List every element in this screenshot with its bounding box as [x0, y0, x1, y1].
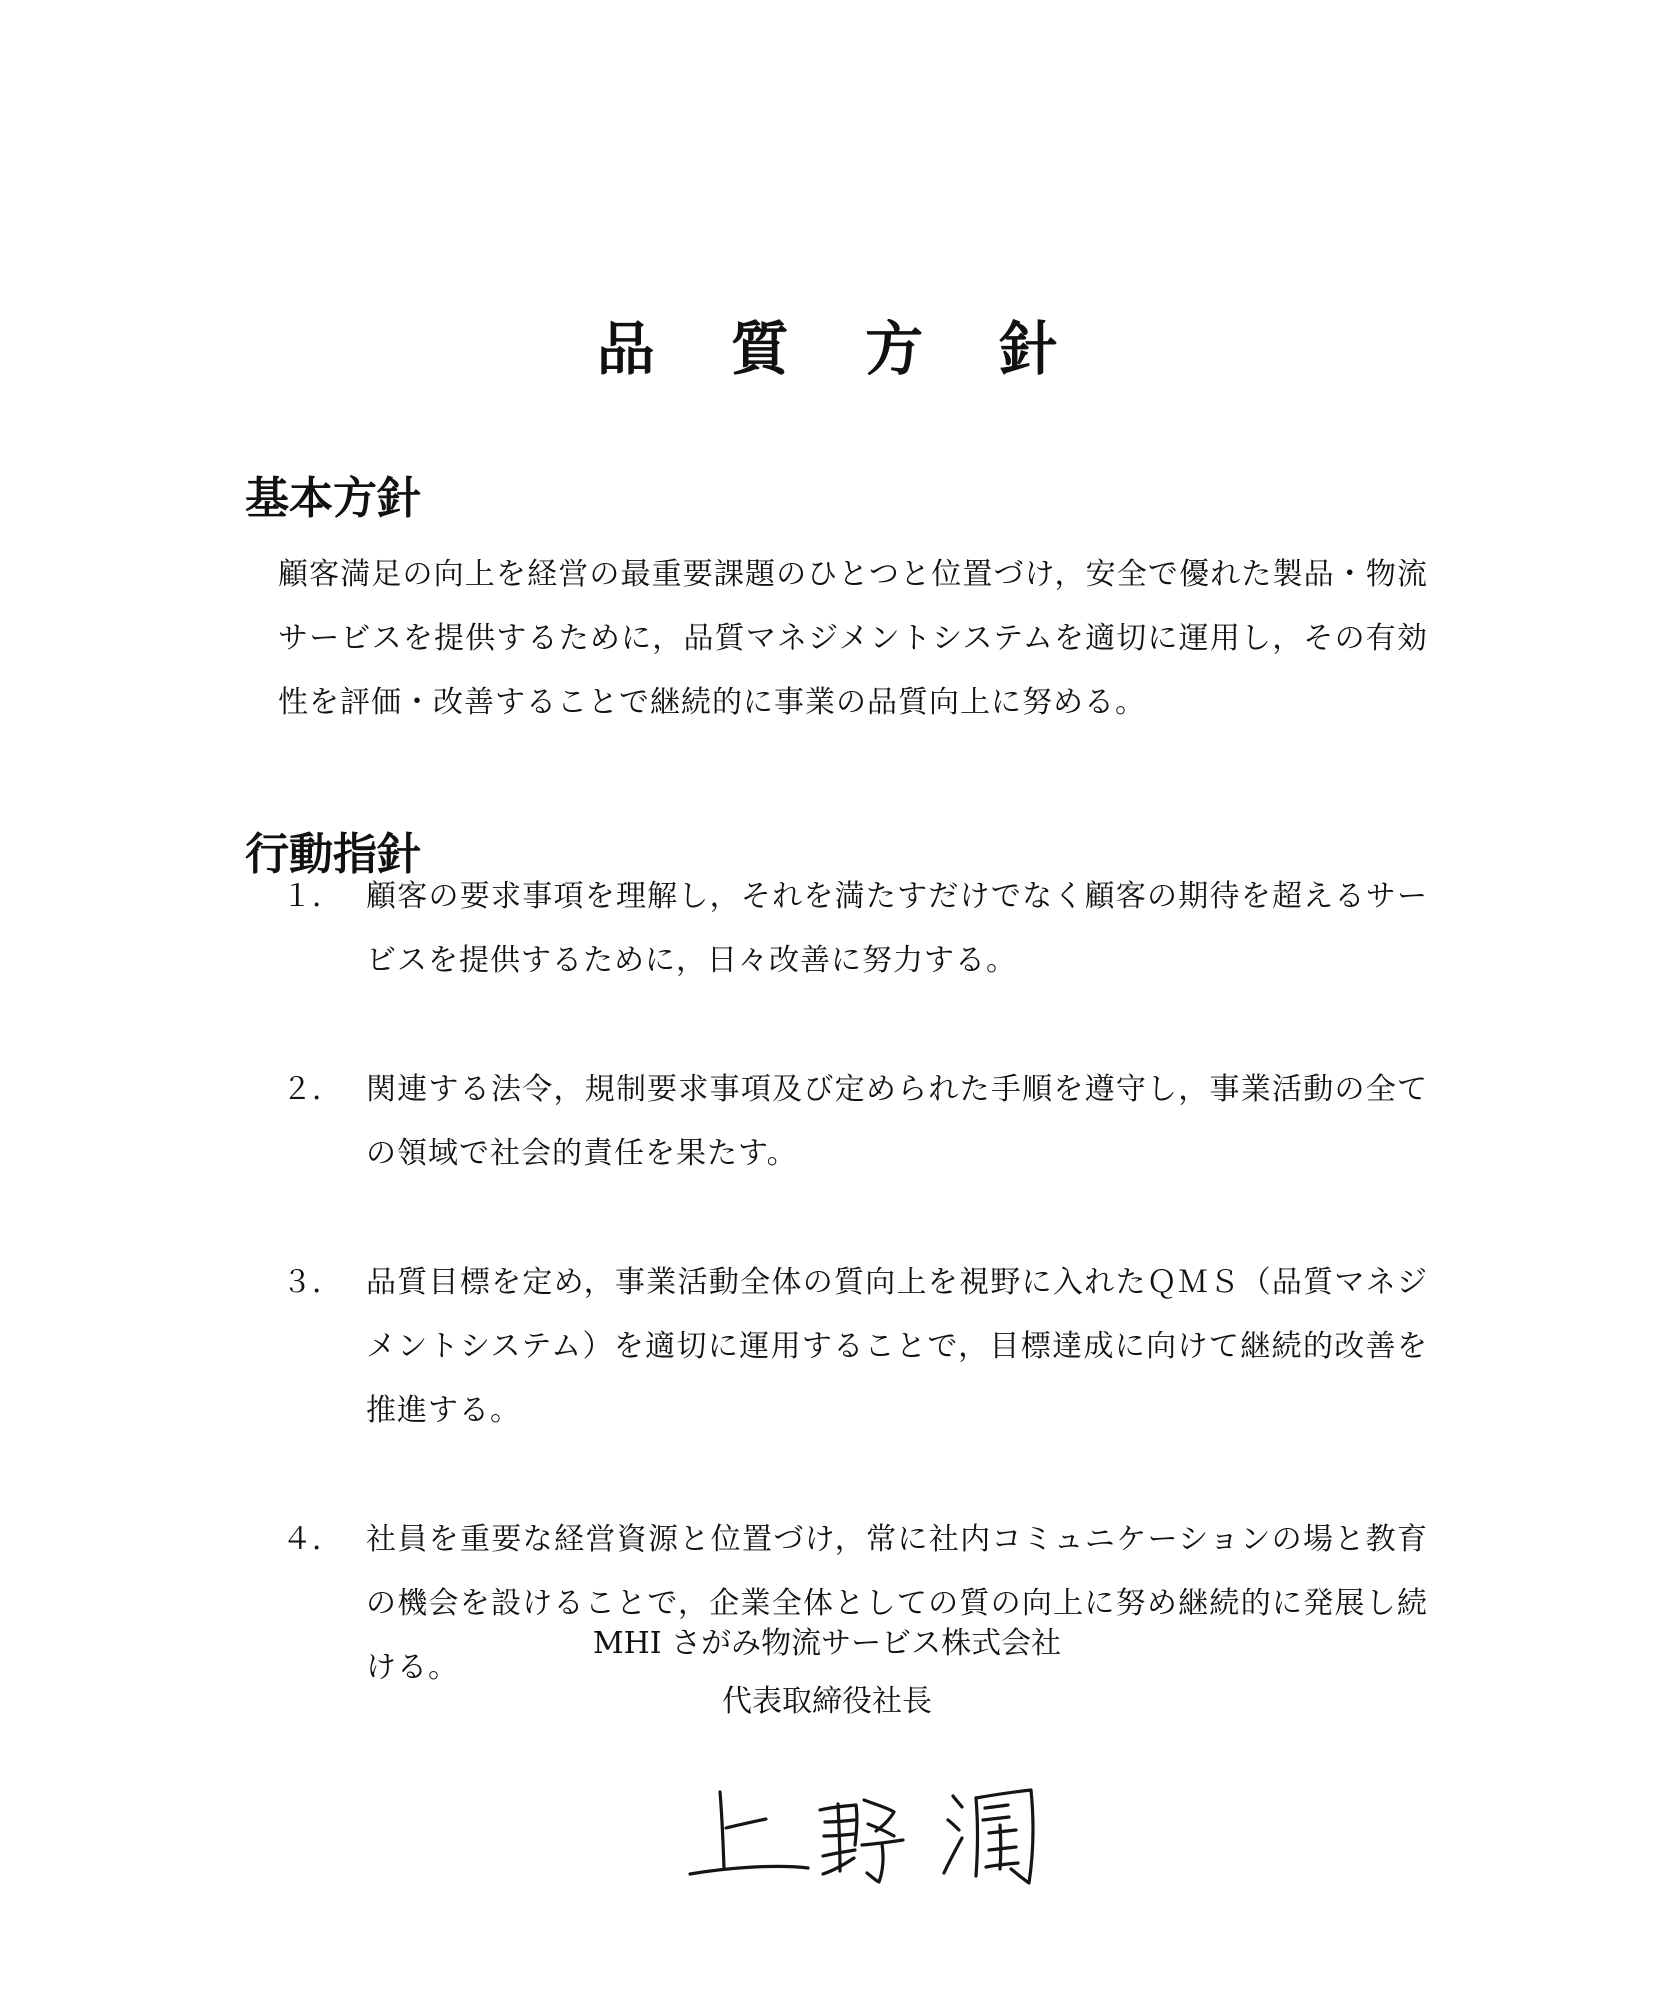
company-name: MHI さがみ物流サービス株式会社: [592, 1626, 1062, 1661]
policy-item-number: １．: [282, 879, 342, 914]
policy-item: [278, 1058, 1428, 1186]
policy-item-number: ３．: [282, 1265, 342, 1300]
policy-item-text: 社員を重要な経営資源と位置づけ，常に社内コミュニケーションの場と教育の機会を設けることで，企業全体としての質の向上に努め継続的に発展し続ける。: [366, 1522, 1428, 1685]
policy-item-number: ４．: [282, 1522, 342, 1557]
basic-policy-body: 顧客満足の向上を経営の最重要課題のひとつと位置づけ，安全で優れた製品・物流サービスを提供するために，品質マネジメントシステムを適切に運用し，その有効性を評価・改善することで継続的に事業の品質向上に努める。: [278, 557, 1428, 720]
policy-item: [278, 1251, 1428, 1443]
policy-item-text: 顧客の要求事項を理解し，それを満たすだけでなく顧客の期待を超えるサービスを提供するために，日々改善に努力する。: [366, 879, 1428, 978]
policy-item: [278, 865, 1428, 993]
page-title: 品 質 方 針: [596, 314, 1086, 383]
action-policy-heading: 行動指針: [245, 828, 421, 880]
policy-item-text: 関連する法令，規制要求事項及び定められた手順を遵守し，事業活動の全ての領域で社会的責任を果たす。: [366, 1072, 1428, 1171]
signatory-role: 代表取締役社長: [722, 1684, 932, 1719]
handwritten-signature: [680, 1770, 1080, 1890]
basic-policy-heading: 基本方針: [245, 472, 421, 524]
policy-item-text: 品質目標を定め，事業活動全体の質向上を視野に入れたＱＭＳ（品質マネジメントシステム）を適切に運用することで，目標達成に向けて継続的改善を推進する。: [366, 1265, 1428, 1428]
signatory-block: [0, 1615, 1654, 1731]
policy-item-number: ２．: [282, 1072, 342, 1107]
